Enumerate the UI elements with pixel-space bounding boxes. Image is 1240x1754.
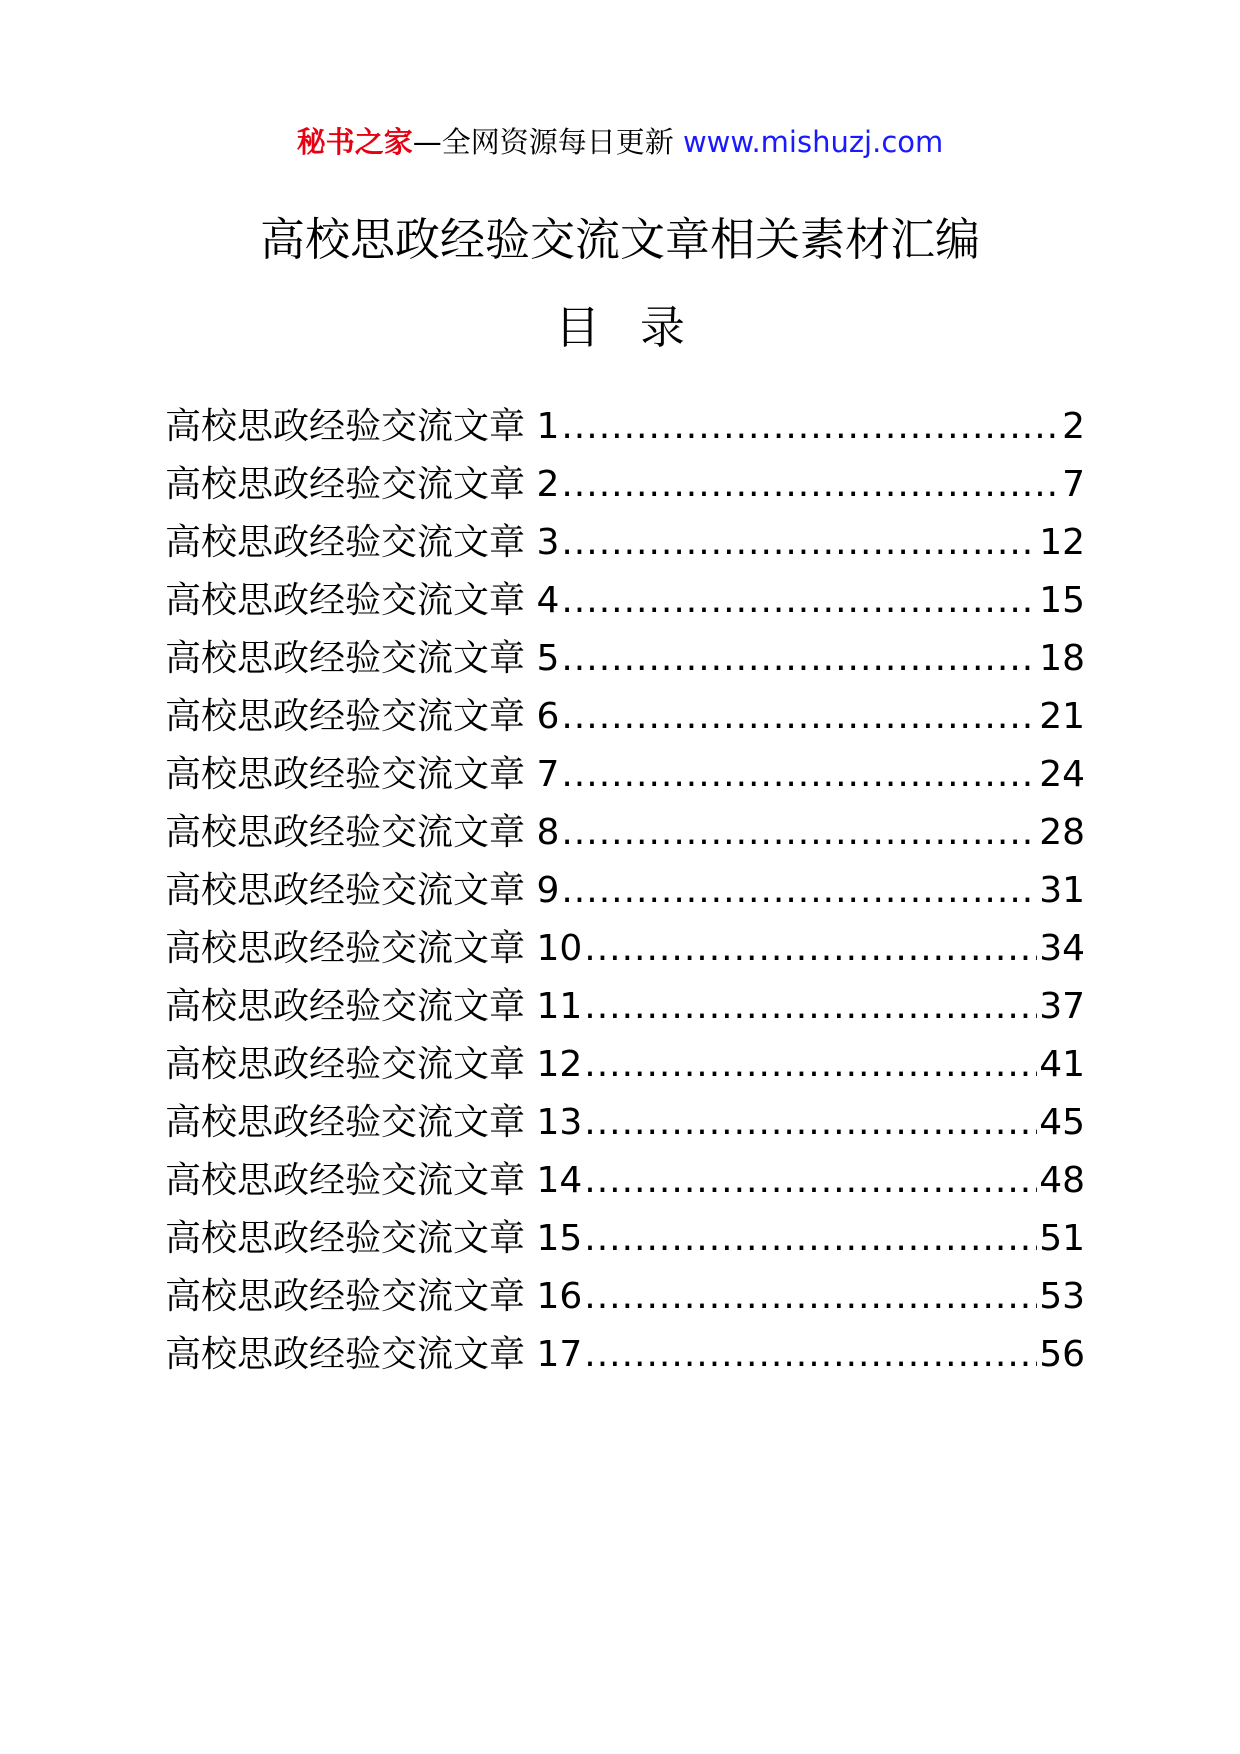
toc-page-number: 41 bbox=[1039, 1044, 1085, 1085]
toc-entry-title: 高校思政经验交流文章 3 bbox=[165, 522, 560, 563]
toc-page-number: 24 bbox=[1039, 754, 1085, 795]
toc-entry-title: 高校思政经验交流文章 14 bbox=[165, 1160, 583, 1201]
toc-entry-title: 高校思政经验交流文章 7 bbox=[165, 754, 560, 795]
toc-page-number: 18 bbox=[1039, 638, 1085, 679]
toc-entry[interactable] bbox=[165, 978, 1085, 1036]
toc-entry-title: 高校思政经验交流文章 17 bbox=[165, 1334, 583, 1375]
toc-entry[interactable] bbox=[165, 746, 1085, 804]
toc-entry[interactable] bbox=[165, 920, 1085, 978]
toc-entry-title: 高校思政经验交流文章 2 bbox=[165, 464, 560, 505]
toc-entry-title: 高校思政经验交流文章 16 bbox=[165, 1276, 583, 1317]
toc-page-number: 53 bbox=[1039, 1276, 1085, 1317]
toc-page-number: 15 bbox=[1039, 580, 1085, 621]
toc-entry[interactable] bbox=[165, 688, 1085, 746]
toc-entry-title: 高校思政经验交流文章 11 bbox=[165, 986, 583, 1027]
toc-page-number: 48 bbox=[1039, 1160, 1085, 1201]
toc-page-number: 37 bbox=[1039, 986, 1085, 1027]
toc-entry[interactable] bbox=[165, 398, 1085, 456]
document-title: 高校思政经验交流文章相关素材汇编 bbox=[259, 213, 980, 266]
toc-leader bbox=[561, 514, 1037, 572]
toc-leader bbox=[561, 456, 1060, 514]
toc-entry[interactable] bbox=[165, 630, 1085, 688]
toc-entry[interactable] bbox=[165, 514, 1085, 572]
toc-page-number: 31 bbox=[1039, 870, 1085, 911]
toc-leader bbox=[561, 804, 1037, 862]
toc-leader bbox=[584, 1268, 1037, 1326]
toc-entry[interactable] bbox=[165, 1152, 1085, 1210]
toc-entry-title: 高校思政经验交流文章 6 bbox=[165, 696, 560, 737]
toc-leader bbox=[561, 862, 1037, 920]
toc-entry[interactable] bbox=[165, 1326, 1085, 1384]
toc-leader bbox=[584, 1326, 1037, 1384]
toc-leader bbox=[561, 630, 1037, 688]
toc-leader bbox=[584, 1036, 1037, 1094]
toc-entry[interactable] bbox=[165, 862, 1085, 920]
toc-entry[interactable] bbox=[165, 1268, 1085, 1326]
toc-page-number: 2 bbox=[1062, 406, 1085, 447]
header-tagline: —全网资源每日更新 bbox=[412, 125, 683, 159]
toc-entry-title: 高校思政经验交流文章 1 bbox=[165, 406, 560, 447]
toc-page-number: 51 bbox=[1039, 1218, 1085, 1259]
toc-page-number: 7 bbox=[1062, 464, 1085, 505]
toc-entry[interactable] bbox=[165, 456, 1085, 514]
site-link[interactable]: www.mishuzj.com bbox=[682, 125, 944, 159]
toc-entry-title: 高校思政经验交流文章 13 bbox=[165, 1102, 583, 1143]
toc-page-number: 45 bbox=[1039, 1102, 1085, 1143]
toc-entry[interactable] bbox=[165, 1210, 1085, 1268]
toc-heading: 目录 bbox=[554, 301, 725, 354]
toc-entry-title: 高校思政经验交流文章 15 bbox=[165, 1218, 583, 1259]
toc-leader bbox=[561, 572, 1037, 630]
toc-leader bbox=[584, 1094, 1037, 1152]
toc-entry-title: 高校思政经验交流文章 9 bbox=[165, 870, 560, 911]
toc-entry-title: 高校思政经验交流文章 12 bbox=[165, 1044, 583, 1085]
toc-leader bbox=[561, 746, 1037, 804]
toc-entry[interactable] bbox=[165, 1094, 1085, 1152]
toc-entry-title: 高校思政经验交流文章 8 bbox=[165, 812, 560, 853]
toc-page-number: 34 bbox=[1039, 928, 1085, 969]
toc-page-number: 21 bbox=[1039, 696, 1085, 737]
toc-leader bbox=[584, 1152, 1037, 1210]
toc-leader bbox=[584, 978, 1037, 1036]
toc-leader bbox=[584, 1210, 1037, 1268]
toc-page-number: 12 bbox=[1039, 522, 1085, 563]
toc-entry-title: 高校思政经验交流文章 5 bbox=[165, 638, 560, 679]
toc-entry-title: 高校思政经验交流文章 4 bbox=[165, 580, 560, 621]
toc-entry[interactable] bbox=[165, 572, 1085, 630]
toc-leader bbox=[584, 920, 1037, 978]
toc-page-number: 28 bbox=[1039, 812, 1085, 853]
toc-entry[interactable] bbox=[165, 804, 1085, 862]
toc-entry-title: 高校思政经验交流文章 10 bbox=[165, 928, 583, 969]
toc-entry[interactable] bbox=[165, 1036, 1085, 1094]
table-of-contents bbox=[165, 398, 1085, 1384]
toc-leader bbox=[561, 398, 1060, 456]
toc-leader bbox=[561, 688, 1037, 746]
toc-page-number: 56 bbox=[1039, 1334, 1085, 1375]
site-header bbox=[0, 122, 1240, 162]
brand-name: 秘书之家 bbox=[296, 125, 413, 159]
